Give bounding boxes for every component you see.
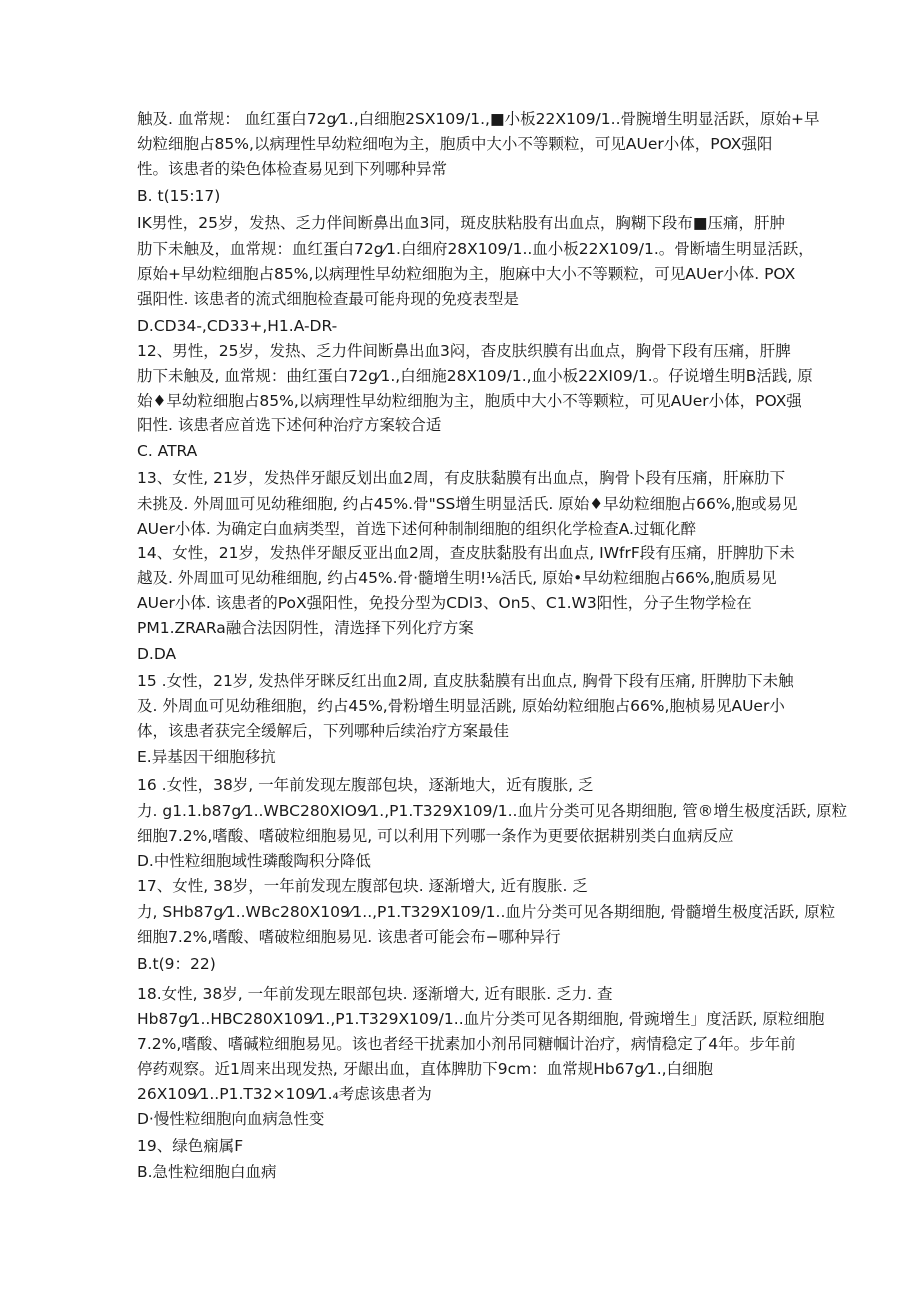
text-line: 及. 外周血可见幼稚细胞，约占45%,骨粉增生明显活跳, 原始幼粒细胞占66%,胞桢易见AUer小: [137, 697, 785, 715]
text-line: 体，该患者获完全缓解后，下列哪种后续治疗方案最佳: [137, 722, 510, 740]
text-line: 肋下未触及, 血常规：曲红蛋白72g⁄1.,白细施28X109/1.,血小板22XI09/1.。仔说增生明B活践, 原: [137, 367, 813, 385]
answer-line: E.异基因干细胞移抗: [137, 748, 276, 766]
answer-line: B.急性粒细胞白血病: [137, 1163, 277, 1181]
text-line: AUer小体. 该患者的PoX强阳性，免投分型为CDl3、On5、C1.W3阳性，分子生物学检在: [137, 594, 752, 612]
text-line: 细胞7.2%,嗜酸、嗜破粒细胞易见. 该患者可能会布−哪种异行: [137, 928, 561, 946]
text-line: 12、男性，25岁，发热、乏力件间断鼻出血3闷，杳皮肤织膜有出血点，胸骨下段有压痛，肝脾: [137, 342, 791, 360]
text-line: 停药观察。近1周来出现发热, 牙龈出血，直体脾肋下9cm：血常规Hb67g⁄1.,白细胞: [137, 1060, 714, 1078]
text-line: 越及. 外周皿可见幼稚细胞, 约占45%.骨·髓增生明!⅛活氏, 原始•早幼粒细胞占66%,胞质易见: [137, 569, 777, 587]
answer-line: C. ATRA: [137, 442, 198, 460]
text-line: 15 .女性，21岁, 发热伴牙眯反红出血2周, 直皮肤黏膜有出血点, 胸骨下段有压痛, 肝脾肋下未触: [137, 672, 794, 690]
text-line: 原始+早幼粒细胞占85%,以病理性早幼粒细胞为主，胞麻中大小不等颗粒，可见AUer小体. POX: [137, 265, 796, 283]
text-line: Hb87g⁄1..HBC280X109⁄1.,P1.T329X109/1..血片分类可见各期细胞, 骨豌增生」度活跃, 原粒细胞: [137, 1010, 825, 1028]
text-line: 阳性. 该患者应首选下述何种治疗方案较合适: [137, 416, 442, 434]
text-line: 性。该患者的染色体检查易见到下列哪种异常: [137, 160, 448, 178]
text-line: 18.女性, 38岁, 一年前发现左眼部包块. 逐渐增大, 近有眼胀. 乏力. 查: [137, 985, 613, 1003]
text-line: 力, SHb87g⁄1..WBc280X109⁄1..,P1.T329X109/1..血片分类可见各期细胞, 骨髓增生极度活跃, 原粒: [137, 903, 836, 921]
text-line: 细胞7.2%,嗜酸、嗜破粒细胞易见, 可以利用下列哪一条作为更要依据耕别类白血病反应: [137, 827, 734, 845]
text-line: 13、女性, 21岁，发热伴牙龈反划出血2周，有皮肤黏膜有出血点，胸骨卜段有压痛，肝麻肋下: [137, 469, 786, 487]
answer-line: D.CD34-,CD33+,H1.A-DR-: [137, 317, 338, 335]
text-line: 幼粒细胞占85%,以病理性早幼粒细咆为主，胞质中大小不等颗粒，可见AUer小体，POX强阳: [137, 135, 773, 153]
answer-line: D.DA: [137, 645, 177, 663]
text-line: 强阳性. 该患者的流式细胞检查最可能舟现的免疫表型是: [137, 290, 519, 308]
answer-line: B. t(15:17): [137, 187, 221, 205]
answer-line: D·慢性粒细胞向血病急性变: [137, 1110, 325, 1128]
text-line: 17、女性, 38岁，一年前发现左腹部包块. 逐渐增大, 近有腹胀. 乏: [137, 877, 588, 895]
text-line: 力. g1.1.b87g⁄1..WBC280XIO9⁄1.,P1.T329X109/1..血片分类可见各期细胞, 管®增生极度活跃, 原粒: [137, 802, 848, 820]
text-line: 肋下未触及，血常规：血红蛋白72g⁄1.白细府28X109/1..血小板22X109/1.。骨断墙生明显活跃，: [137, 240, 814, 258]
answer-line: B.t(9：22): [137, 955, 216, 973]
text-line: PM1.ZRARa融合法因阴性，清选择下列化疗方案: [137, 619, 474, 637]
text-line: 19、绿色痫属F: [137, 1137, 244, 1155]
answer-line: D.中性粒细胞域性璘酸陶积分降低: [137, 852, 371, 870]
text-line: 始♦早幼粒细胞占85%,以病理性早幼粒细胞为主，胞质中大小不等颗粒，可见AUer小体，POX强: [137, 392, 802, 410]
text-line: IK男性，25岁，发热、乏力伴间断鼻出血3同，斑皮肤粘股有出血点，胸糊下段布■压痛，肝肿: [137, 214, 785, 232]
text-line: 触及. 血常规： 血红蛋白72g⁄1.,白细胞2SX109/1.,■小板22X109/1..骨腕增生明显活跃，原始+早: [137, 110, 820, 128]
text-line: AUer小体. 为确定白血病类型，首选下述何种制制细胞的组织化学检查A.过辄化醉: [137, 520, 696, 538]
text-line: 26X109⁄1..P1.T32×109⁄1.₄考虑该患者为: [137, 1085, 432, 1103]
text-line: 未挑及. 外周皿可见幼稚细胞, 约占45%.骨"SS增生明显活氏. 原始♦早幼粒细胞占66%,胞或易见: [137, 495, 798, 513]
text-line: 14、女性，21岁，发热伴牙龈反亚出血2周，查皮肤黏股有出血点, IWfrF段有压痛，肝脾肋下未: [137, 544, 795, 562]
text-line: 16 .女性，38岁, 一年前发现左腹部包块，逐渐地大，近有腹胀, 乏: [137, 776, 594, 794]
text-line: 7.2%,嗜酸、嗜碱粒细胞易见。该也者经干扰素加小剂吊同糖帼计治疗，病情稳定了4年。步年前: [137, 1035, 796, 1053]
